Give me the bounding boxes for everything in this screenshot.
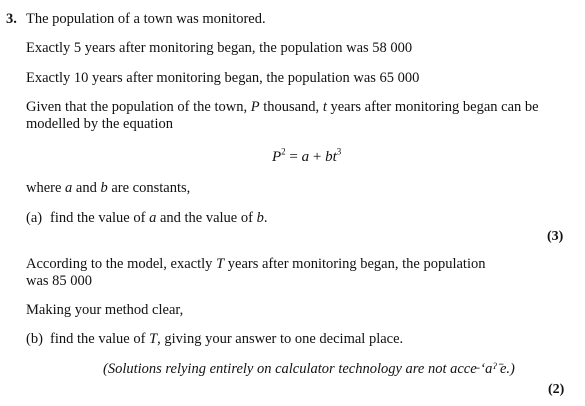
calculator-note: (Solutions relying entirely on calculator technology are not acce̵ ʻaˀ ̄e.) bbox=[103, 361, 515, 377]
population-10-years: Exactly 10 years after monitoring began, the population was 65 000 bbox=[26, 70, 420, 86]
method-line: Making your method clear, bbox=[26, 302, 184, 318]
part-b-marks: (2) bbox=[548, 382, 565, 397]
intro-line: The population of a town was monitored. bbox=[26, 11, 266, 27]
constants-line: where a and b are constants, bbox=[26, 180, 191, 196]
context-b-line1: According to the model, exactly T years after monitoring began, the population bbox=[26, 256, 486, 272]
part-a-marks: (3) bbox=[547, 229, 564, 244]
context-b-line2: was 85 000 bbox=[26, 273, 93, 289]
question-number: 3. bbox=[6, 11, 17, 27]
part-a-text: find the value of a and the value of b. bbox=[50, 210, 268, 226]
population-5-years: Exactly 5 years after monitoring began, the population was 58 000 bbox=[26, 40, 413, 56]
part-b-text: find the value of T, giving your answer to one decimal place. bbox=[50, 331, 404, 347]
model-description: Given that the population of the town, P thousand, t years after monitoring began can be modelled by the equation bbox=[26, 99, 539, 132]
part-b-label: (b) bbox=[26, 331, 43, 347]
model-equation: $P^2 = a + bt^3$ bbox=[272, 146, 342, 165]
part-a-label: (a) bbox=[26, 210, 43, 226]
